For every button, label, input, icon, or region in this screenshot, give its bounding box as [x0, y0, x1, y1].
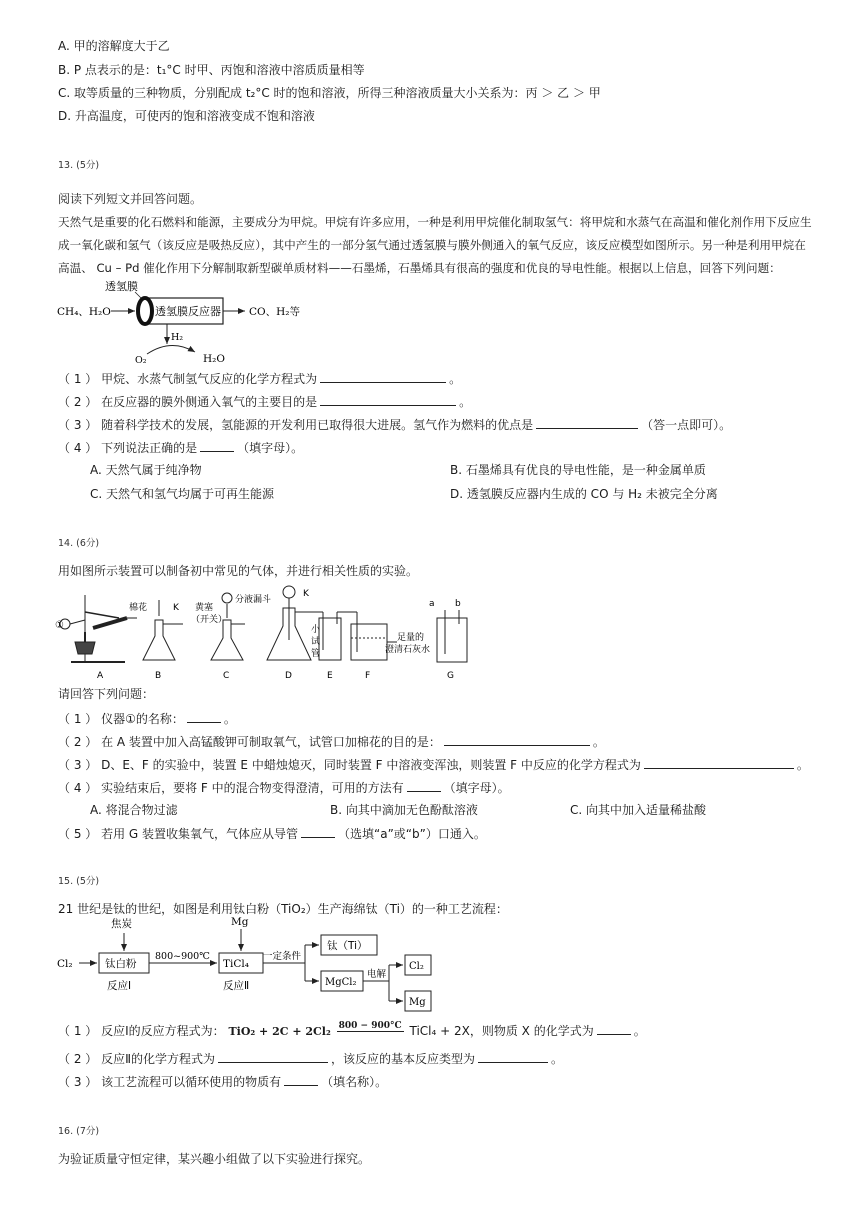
mg-out-label: Mg [409, 997, 426, 1008]
reaction-2-label: 反应Ⅱ [223, 980, 250, 992]
cotton-label: 棉花 [129, 603, 148, 613]
membrane-label: 透氢膜 [105, 280, 138, 293]
q13-intro: 阅读下列短文并回答问题。 [58, 192, 203, 206]
q12-option-d: D. 升高温度，可使丙的饱和溶液变成不饱和溶液 [58, 109, 315, 123]
apparatus-c-label: C [223, 671, 230, 681]
reactant-label: CH₄、H₂O [57, 306, 111, 318]
apparatus-a-label: A [97, 671, 104, 681]
q13-sub-4: （ 4 ） 下列说法正确的是 （填字母）。 [58, 441, 304, 455]
q13-sub-3: （ 3 ） 随着科学技术的发展，氢能源的开发利用已取得很大进展。氢气作为燃料的优点是 （答一点即可）。 [58, 418, 732, 432]
reaction-1-equation-right: TiCl₄ + 2X，则物质 X 的化学式为 [409, 1024, 594, 1038]
o2-label: O₂ [135, 355, 147, 366]
q14-choice-c: C. 向其中加入适量稀盐酸 [570, 803, 707, 817]
coke-label: 焦炭 [111, 918, 132, 930]
q16-intro: 为验证质量守恒定律，某兴趣小组做了以下实验进行探究。 [58, 1152, 371, 1166]
temperature-label: 800~900℃ [155, 951, 210, 962]
answer-blank[interactable] [536, 416, 638, 429]
q13-sub-2: （ 2 ） 在反应器的膜外侧通入氧气的主要目的是 。 [58, 395, 472, 409]
apparatus-f-label: F [365, 671, 371, 681]
reactor-label: 透氢膜反应器 [155, 305, 221, 318]
q14-choice-b: B. 向其中滴加无色酚酞溶液 [330, 803, 478, 817]
q13-choice-d: D. 透氢膜反应器内生成的 CO 与 H₂ 未被完全分离 [450, 487, 718, 501]
small-tube-label-2: 试 [311, 637, 321, 647]
answer-blank[interactable] [320, 370, 446, 383]
condition-label: 一定条件 [263, 951, 302, 962]
q12-option-c: C. 取等质量的三种物质，分别配成 t₂°C 时的饱和溶液，所得三种溶液质量大小关系为：丙 ＞ 乙 ＞ 甲 [58, 86, 601, 100]
apparatus-d-label: D [285, 671, 292, 681]
q13-passage-line-1: 天然气是重要的化石燃料和能源，主要成分为甲烷。甲烷有许多应用，一种是利用甲烷催化制取氢气：将甲烷和水蒸气在高温和催化剂作用下反应生 [58, 215, 812, 229]
q14-sub-2: （ 2 ） 在 A 装置中加入高锰酸钾可制取氧气，试管口加棉花的目的是： 。 [58, 735, 605, 749]
small-tube-label-1: 小 [311, 625, 321, 635]
h2-label: H₂ [171, 332, 184, 343]
q12-option-b: B. P 点表示的是：t₁°C 时甲、丙饱和溶液中溶质质量相等 [58, 63, 365, 77]
q13-passage-line-3: 高温、 Cu – Pd 催化作用下分解制取新型碳单质材料——石墨烯，石墨烯具有很高的强度和优良的导电性能。根据以上信息，回答下列问题： [58, 261, 781, 275]
q15-intro: 21 世纪是钛的世纪，如图是利用钛白粉（TiO₂）生产海绵钛（Ti）的一种工艺流程： [58, 902, 508, 916]
reaction-1-equation-left: TiO₂ + 2C + 2Cl₂ [228, 1025, 331, 1038]
ticl4-label: TiCl₄ [223, 958, 249, 970]
answer-blank[interactable] [597, 1022, 631, 1035]
ti-label: 钛（Ti） [327, 940, 368, 952]
instrument-1-label: ① [55, 620, 64, 631]
limewater-label-1: 足量的 [397, 633, 425, 643]
k2-label: K [303, 589, 309, 599]
cl2-out-label: Cl₂ [409, 961, 424, 972]
gas-apparatus-diagram [55, 580, 475, 684]
q15-sub-1: （ 1 ） 反应Ⅰ的反应方程式为： TiO₂ + 2C + 2Cl₂ 800 − 900°C TiCl₄ + 2X，则物质 X 的化学式为 。 [58, 1021, 646, 1038]
q14-sub-4: （ 4 ） 实验结束后，要将 F 中的混合物变得澄清，可用的方法有 （填字母）。 [58, 781, 510, 795]
limewater-label-2: 澄清石灰水 [385, 645, 431, 655]
q13-choice-a: A. 天然气属于纯净物 [90, 463, 202, 477]
q13-choice-c: C. 天然气和氢气均属于可再生能源 [90, 487, 275, 501]
funnel-label: 分液漏斗 [235, 595, 272, 605]
q14-sub-5: （ 5 ） 若用 G 装置收集氧气，气体应从导管 （选填“a”或“b”）口通入。 [58, 827, 486, 841]
q13-choice-b: B. 石墨烯具有优良的导电性能，是一种金属单质 [450, 463, 706, 477]
answer-blank[interactable] [284, 1073, 318, 1086]
apparatus-e-label: E [327, 671, 333, 681]
answer-blank[interactable] [320, 393, 456, 406]
q13-sub-1: （ 1 ） 甲烷、水蒸气制氢气反应的化学方程式为 。 [58, 372, 462, 386]
product-label: CO、H₂等 [249, 306, 301, 318]
q15-sub-2: （ 2 ） 反应Ⅱ的化学方程式为 ，该反应的基本反应类型为 。 [58, 1052, 564, 1066]
titanium-process-flowchart [55, 915, 445, 1015]
tio2-label: 钛白粉 [105, 958, 137, 970]
apparatus-g-label: G [447, 671, 454, 681]
electrolysis-label: 电解 [367, 969, 387, 980]
mg-in-label: Mg [231, 916, 249, 928]
q15-header: 15. (5分) [58, 876, 100, 887]
answer-blank[interactable] [444, 733, 590, 746]
q12-option-a: A. 甲的溶解度大于乙 [58, 39, 170, 53]
small-tube-label-3: 管 [311, 649, 321, 659]
membrane-ring [138, 298, 152, 324]
clamp-label: 黄塞 [195, 603, 214, 613]
answer-blank[interactable] [644, 756, 794, 769]
k1-label: K [173, 603, 179, 613]
q14-ask: 请回答下列问题： [58, 687, 155, 701]
answer-blank[interactable] [200, 439, 234, 452]
q13-passage-line-2: 成一氧化碳和氢气（该反应是吸热反应），其中产生的一部分氢气通过透氢膜与膜外侧通入的氧气反应，该反应模型如图所示。另一种是利用甲烷在 [58, 238, 806, 252]
mgcl2-label: MgCl₂ [325, 977, 357, 988]
q16-header: 16. (7分) [58, 1126, 100, 1137]
q14-choice-a: A. 将混合物过滤 [90, 803, 178, 817]
q15-sub-3: （ 3 ） 该工艺流程可以循环使用的物质有 （填名称）。 [58, 1075, 388, 1089]
q14-header: 14. (6分) [58, 538, 100, 549]
tube-a-label: a [429, 599, 435, 609]
q14-sub-3: （ 3 ） D、E、F 的实验中，装置 E 中蜡烛熄灭，同时装置 F 中溶液变浑浊，则装置 F 中反应的化学方程式为 。 [58, 758, 809, 772]
answer-blank[interactable] [407, 779, 441, 792]
membrane-reactor-diagram [55, 278, 315, 368]
reaction-1-label: 反应Ⅰ [107, 980, 132, 992]
answer-blank[interactable] [218, 1050, 328, 1063]
answer-blank[interactable] [301, 825, 335, 838]
h2o-label: H₂O [203, 353, 225, 365]
q14-sub-1: （ 1 ） 仪器①的名称： 。 [58, 712, 236, 726]
tube-b-label: b [455, 599, 461, 609]
reaction-condition: 800 − 900°C [338, 1021, 402, 1031]
q14-intro: 用如图所示装置可以制备初中常见的气体，并进行相关性质的实验。 [58, 564, 419, 578]
apparatus-b-label: B [155, 671, 162, 681]
cl2-in-label: Cl₂ [57, 958, 73, 970]
q13-header: 13. (5分) [58, 160, 100, 171]
answer-blank[interactable] [187, 710, 221, 723]
answer-blank[interactable] [478, 1050, 548, 1063]
switch-label: （开关） [191, 615, 228, 625]
